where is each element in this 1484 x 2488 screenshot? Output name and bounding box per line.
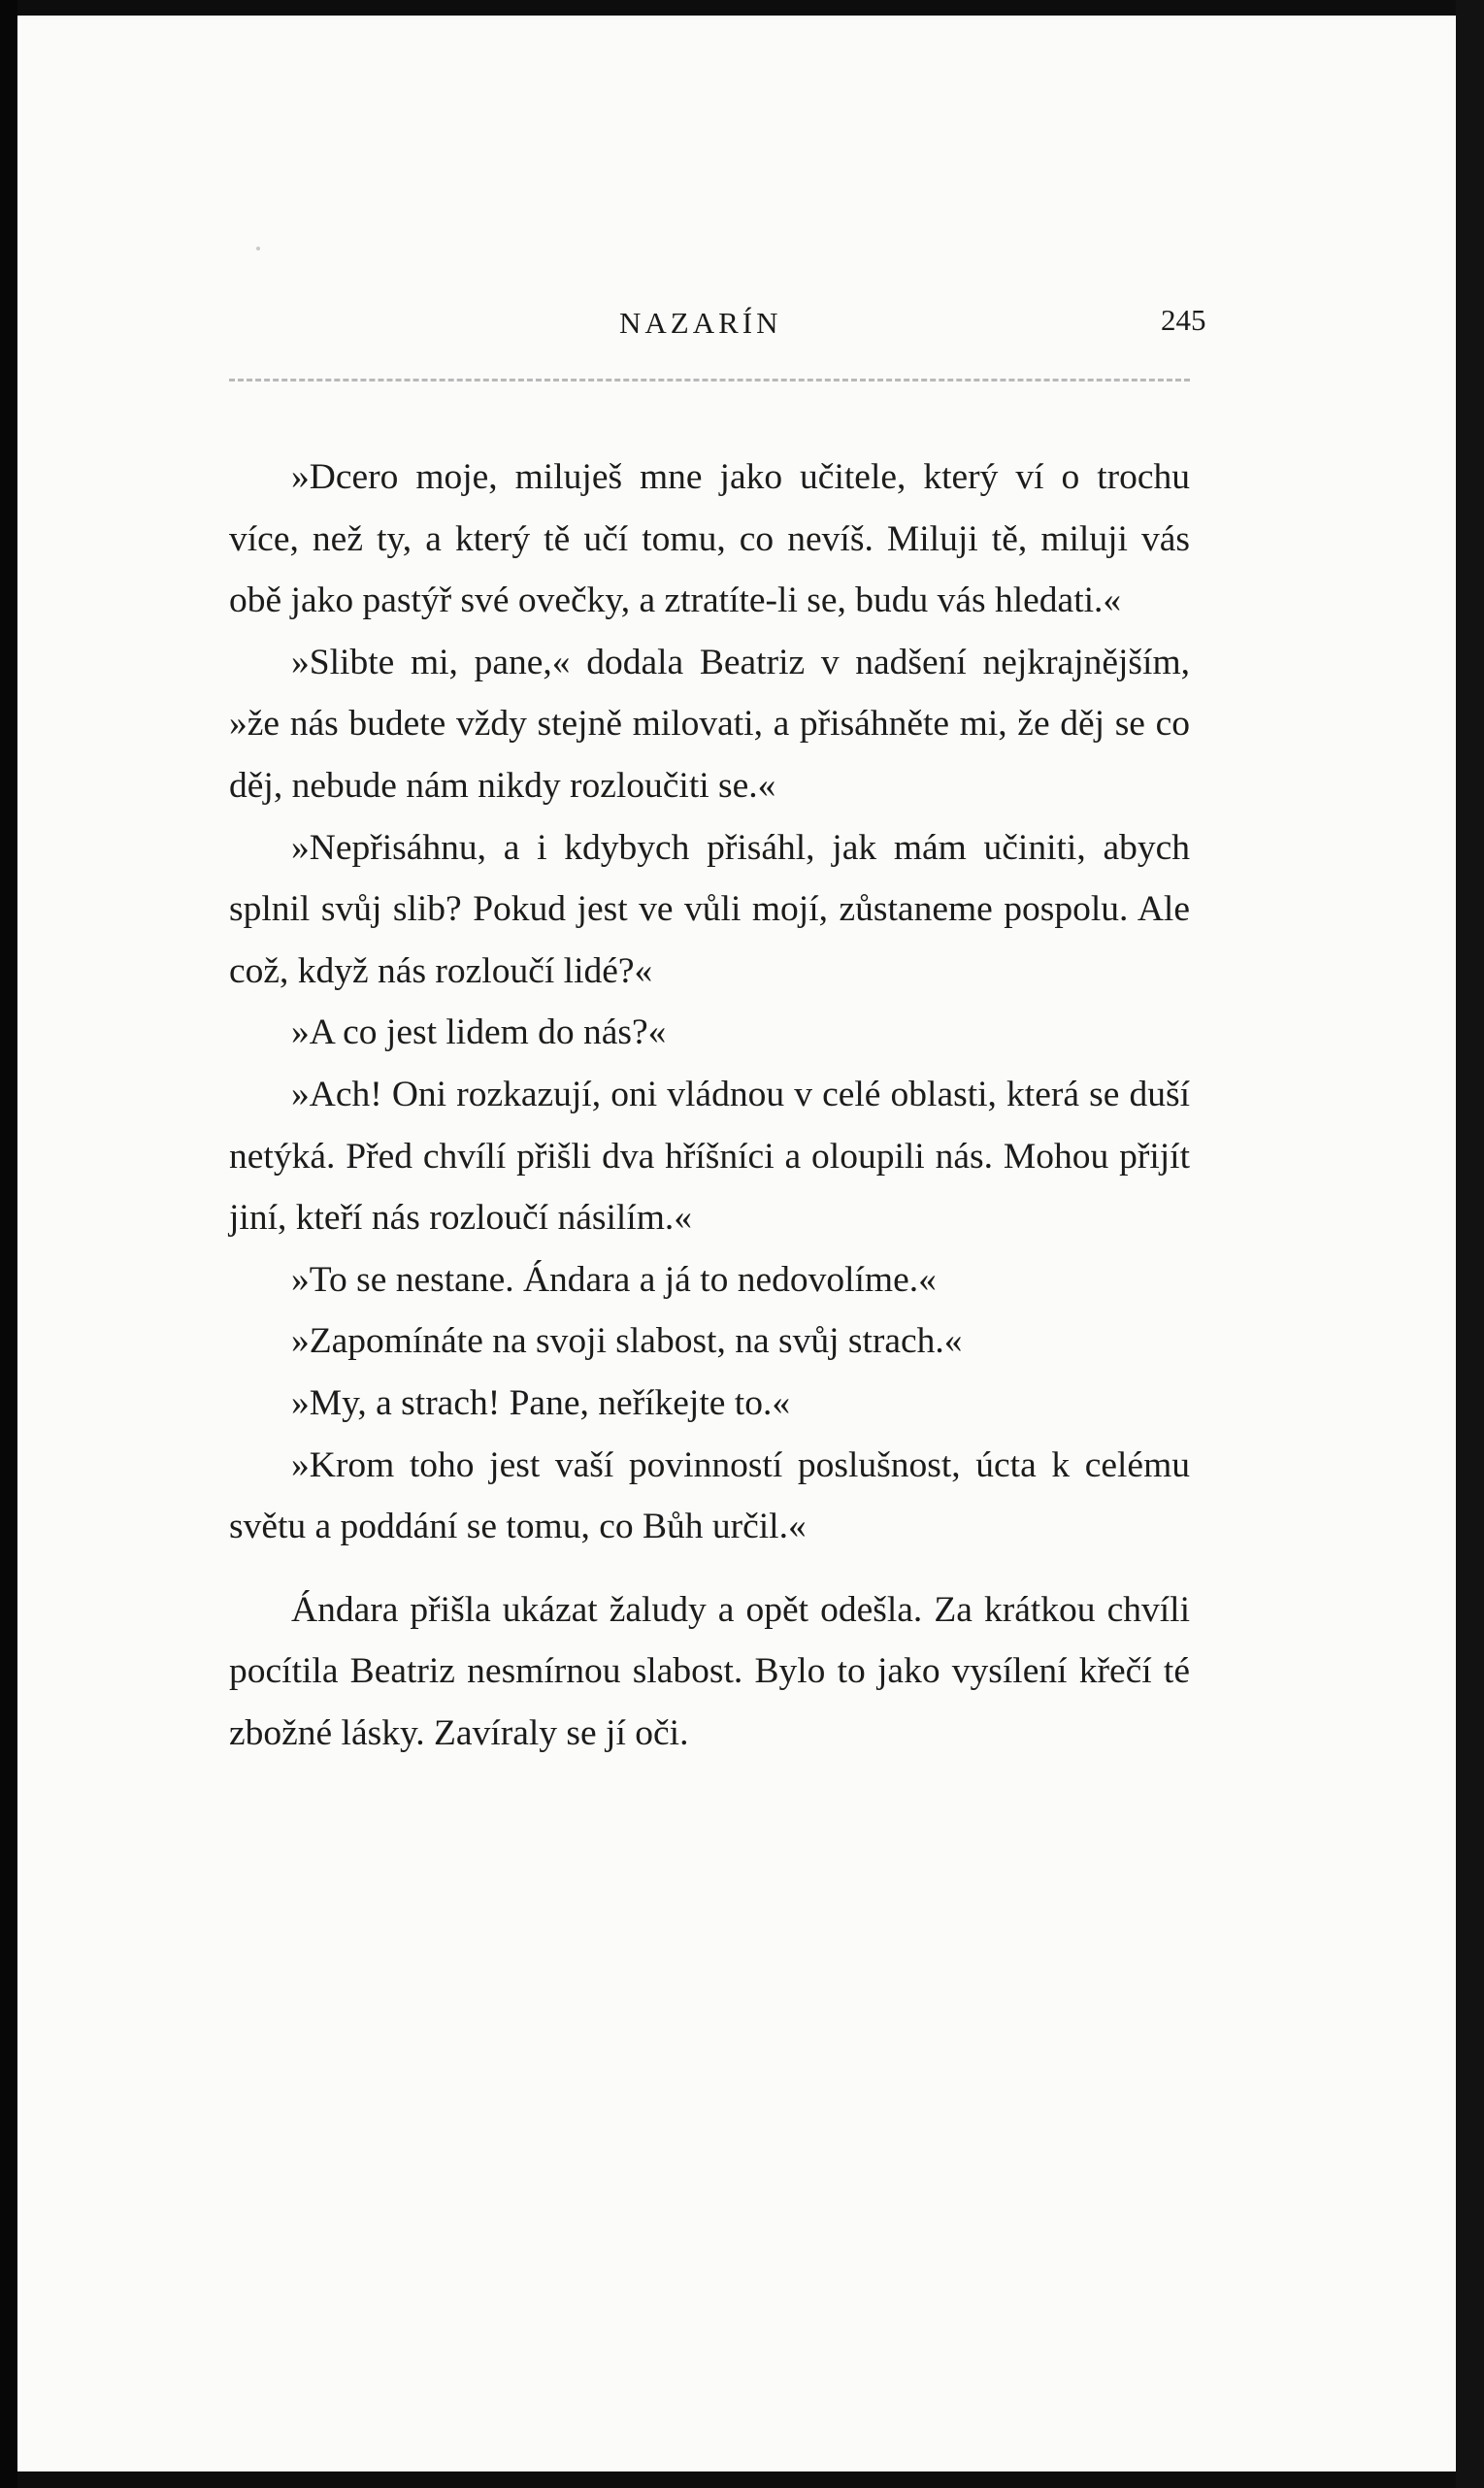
body-text <box>229 447 1190 1764</box>
paragraph: »To se nestane. Ándara a já to nedovolíme.« <box>291 1259 937 1300</box>
book-page <box>17 16 1456 2471</box>
running-title: NAZARÍN <box>619 306 782 340</box>
paragraph: »A co jest lidem do nás?« <box>291 1012 667 1053</box>
page-number: 245 <box>1161 303 1206 337</box>
scan-edge-left <box>0 0 17 2488</box>
paragraph: »Zapomínáte na svoji slabost, na svůj strach.« <box>291 1321 963 1362</box>
paragraph: »Dcero moje, miluješ mne jako učitele, který ví o trochu více, než ty, a který tě učí tomu, co nevíš. Miluji tě, miluji vás obě jako pastýř své ovečky, a ztratíte-li se, budu vás hledati.« <box>229 457 1190 621</box>
header-rule <box>229 379 1190 381</box>
paragraph: Ándara přišla ukázat žaludy a opět odešla. Za krátkou chvíli pocítila Beatriz nesmírnou slabost. Bylo to jako vysílení křečí té zbožné lásky. Zavíraly se jí oči. <box>229 1589 1190 1753</box>
paragraph: »Nepřisáhnu, a i kdybych přisáhl, jak mám učiniti, abych splnil svůj slib? Pokud jest ve vůli mojí, zůstaneme pospolu. Ale což, když nás rozloučí lidé?« <box>229 827 1190 991</box>
paragraph: »Krom toho jest vaší povinností poslušnost, úcta k celému světu a poddání se tomu, co Bůh určil.« <box>229 1444 1190 1547</box>
paragraph: »Slibte mi, pane,« dodala Beatriz v nadšení nejkrajnějším, »že nás budete vždy stejně milovati, a přisáhněte mi, že děj se co děj, nebude nám nikdy rozloučiti se.« <box>229 642 1190 806</box>
scan-speck <box>256 247 260 250</box>
paragraph: »Ach! Oni rozkazují, oni vládnou v celé oblasti, která se duší netýká. Před chvílí přišli dva hříšníci a oloupili nás. Mohou přijít jiní, kteří nás rozloučí násilím.« <box>229 1074 1190 1239</box>
scan-edge-right <box>1456 0 1484 2488</box>
paragraph: »My, a strach! Pane, neříkejte to.« <box>291 1382 791 1423</box>
